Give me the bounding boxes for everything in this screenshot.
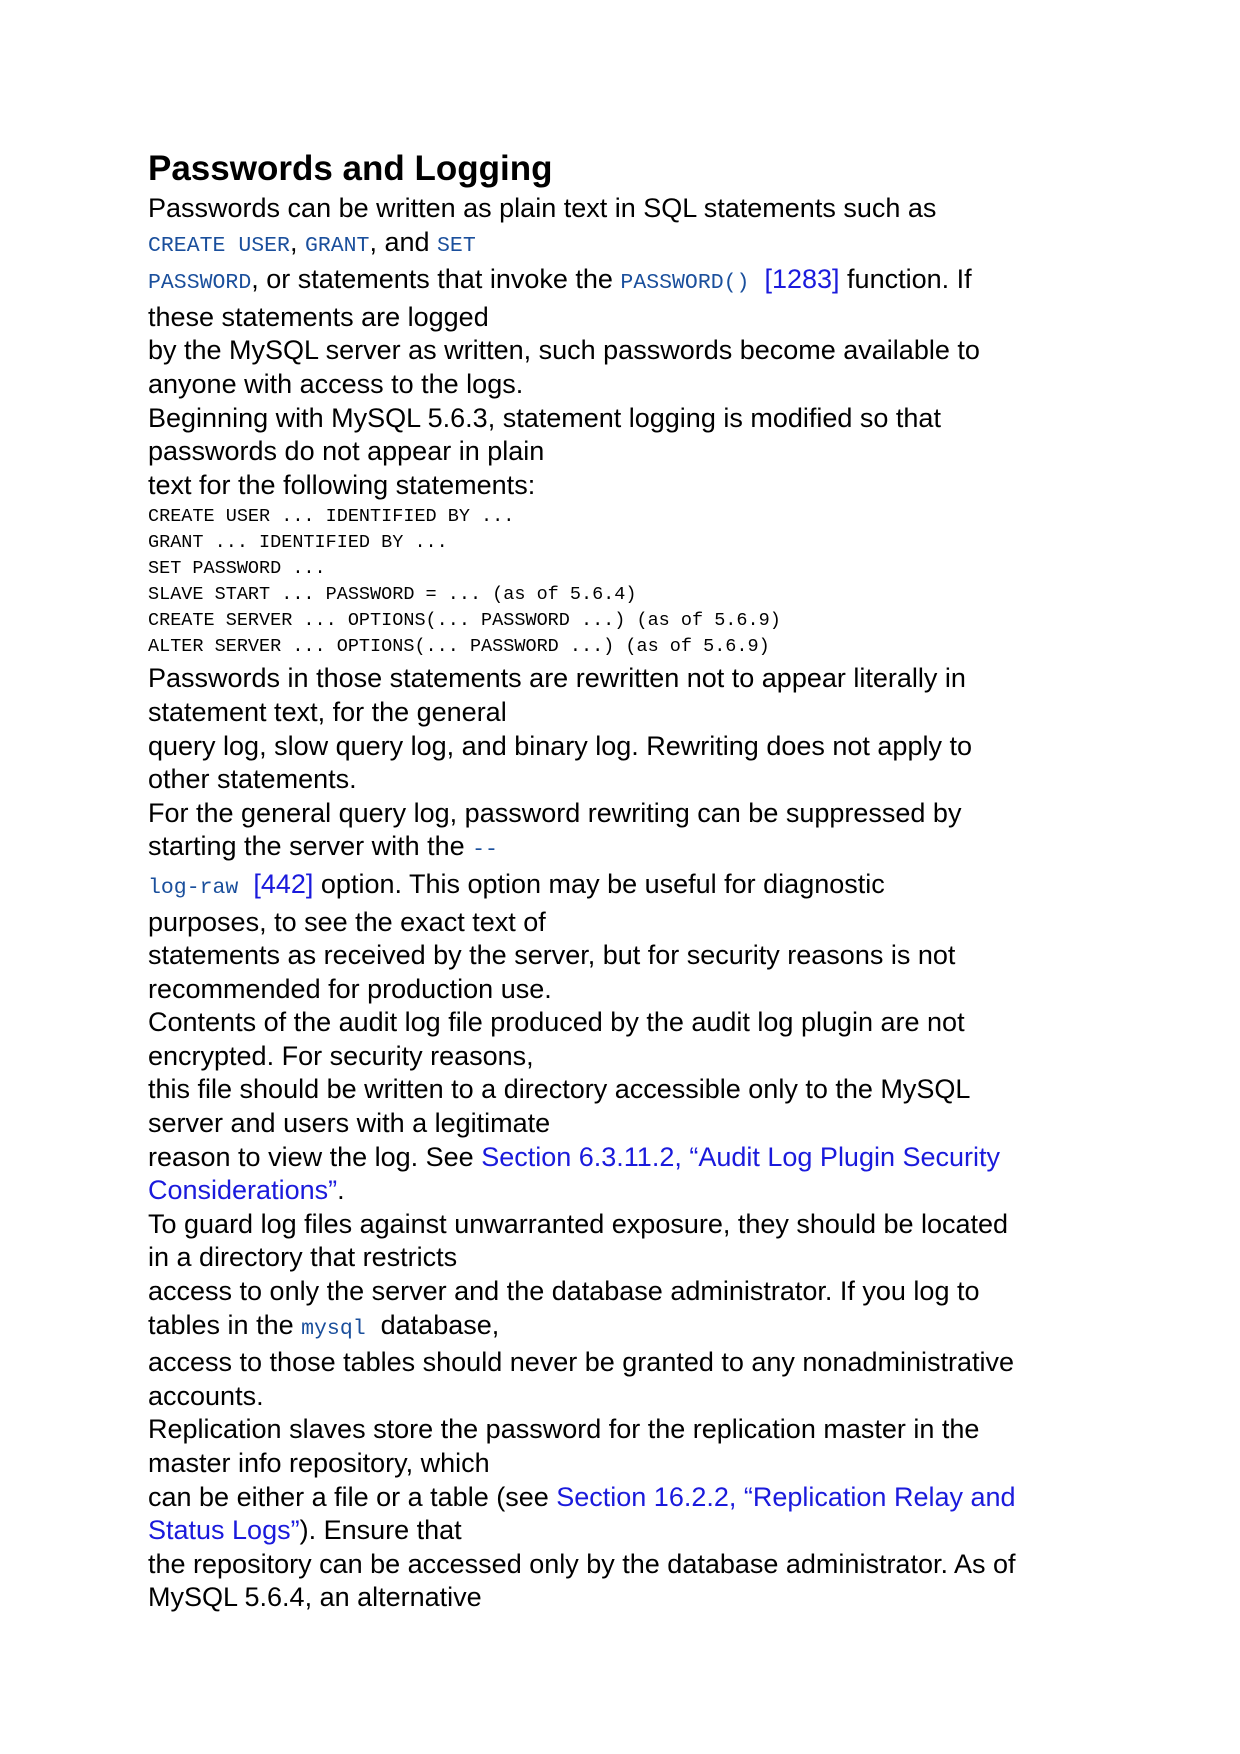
code-line: GRANT ... IDENTIFIED BY ... — [148, 532, 448, 554]
code-grant[interactable]: GRANT — [304, 233, 370, 258]
code-password-function[interactable]: PASSWORD() — [620, 271, 750, 296]
text-line: other statements. — [148, 764, 357, 795]
text-line: recommended for production use. — [148, 973, 552, 1004]
code-line: SET PASSWORD ... — [148, 558, 326, 580]
text-line: log-raw [442] option. This option may be useful for diagnostic — [148, 868, 885, 900]
code-block — [148, 504, 1098, 660]
text-line: query log, slow query log, and binary log. Rewriting does not apply to — [148, 730, 972, 761]
link-audit-log-security-cont[interactable]: Considerations” — [148, 1175, 338, 1206]
text-line: For the general query log, password rewriting can be suppressed by — [148, 797, 962, 828]
text-line: accounts. — [148, 1380, 264, 1411]
paragraph-replication — [148, 1413, 1098, 1615]
text-line: CREATE USER, GRANT, and SET — [148, 226, 476, 258]
text-line: in a directory that restricts — [148, 1242, 458, 1273]
paragraph-guard-log-files — [148, 1208, 1098, 1414]
text-line: purposes, to see the exact text of — [148, 906, 546, 937]
text-line: Considerations”. — [148, 1175, 345, 1206]
text-line: access to only the server and the database administrator. If you log to — [148, 1276, 980, 1307]
text-line: Beginning with MySQL 5.6.3, statement logging is modified so that — [148, 402, 941, 433]
paragraph-statement-logging — [148, 402, 1098, 503]
text-line: To guard log files against unwarranted exposure, they should be located — [148, 1208, 1009, 1239]
text-line: Status Logs”). Ensure that — [148, 1515, 462, 1546]
code-line: CREATE USER ... IDENTIFIED BY ... — [148, 506, 515, 528]
text-line: anyone with access to the logs. — [148, 368, 524, 399]
text-line: reason to view the log. See Section 6.3.11.2, “Audit Log Plugin Security — [148, 1141, 1001, 1172]
text-line: PASSWORD, or statements that invoke the PASSWORD() [1283] function. If — [148, 264, 972, 296]
text-line: starting the server with the -- — [148, 831, 498, 863]
ref-link-442[interactable]: [442] — [253, 868, 314, 899]
text-line: by the MySQL server as written, such passwords become available to — [148, 335, 980, 366]
text-line: passwords do not appear in plain — [148, 436, 545, 467]
document-page — [148, 146, 1098, 1615]
code-mysql[interactable]: mysql — [301, 1316, 366, 1341]
text-line: master info repository, which — [148, 1448, 490, 1478]
text-line: tables in the mysql database, — [148, 1309, 500, 1341]
text-line: encrypted. For security reasons, — [148, 1040, 534, 1071]
paragraph-log-raw — [148, 797, 1098, 1007]
code-create-user[interactable]: CREATE USER — [148, 233, 290, 258]
text-line: server and users with a legitimate — [148, 1108, 551, 1139]
text-line: Passwords can be written as plain text in SQL statements such as — [148, 193, 937, 223]
text-line: Replication slaves store the password for the replication master in the — [148, 1414, 980, 1445]
code-log-raw[interactable]: log-raw — [148, 875, 239, 900]
code-line: CREATE SERVER ... OPTIONS(... PASSWORD ...) (as of 5.6.9) — [148, 610, 781, 632]
text-line: Contents of the audit log file produced by the audit log plugin are not — [148, 1007, 965, 1038]
text-line: Passwords in those statements are rewritten not to appear literally in — [148, 663, 966, 694]
link-replication-relay-cont[interactable]: Status Logs” — [148, 1515, 300, 1546]
text-line: the repository can be accessed only by the database administrator. As of — [148, 1548, 1016, 1579]
code-line: ALTER SERVER ... OPTIONS(... PASSWORD ...) (as of 5.6.9) — [148, 636, 770, 658]
text-line: access to those tables should never be granted to any nonadministrative — [148, 1347, 1015, 1378]
text-line: these statements are logged — [148, 301, 489, 332]
page-title: Passwords and Logging — [148, 149, 553, 188]
ref-link-1283[interactable]: [1283] — [764, 264, 840, 295]
code-password[interactable]: PASSWORD — [148, 271, 252, 296]
text-line: can be either a file or a table (see Section 16.2.2, “Replication Relay and — [148, 1481, 1016, 1512]
code-set[interactable]: SET — [437, 233, 476, 258]
text-line: statement text, for the general — [148, 696, 507, 727]
code-line: SLAVE START ... PASSWORD = ... (as of 5.6.4) — [148, 584, 637, 606]
text-line: text for the following statements: — [148, 469, 536, 500]
text-line: MySQL 5.6.4, an alternative — [148, 1582, 482, 1613]
code-log-raw-dashes[interactable]: -- — [472, 838, 498, 863]
link-audit-log-security[interactable]: Section 6.3.11.2, “Audit Log Plugin Security — [481, 1141, 1001, 1172]
text-line: statements as received by the server, but for security reasons is not — [148, 940, 956, 971]
link-replication-relay[interactable]: Section 16.2.2, “Replication Relay and — [556, 1481, 1016, 1512]
paragraph-audit-log — [148, 1006, 1098, 1208]
text-line: this file should be written to a directory accessible only to the MySQL — [148, 1074, 971, 1105]
paragraph-passwords-plain-text — [148, 192, 1098, 402]
paragraph-rewriting — [148, 662, 1098, 796]
